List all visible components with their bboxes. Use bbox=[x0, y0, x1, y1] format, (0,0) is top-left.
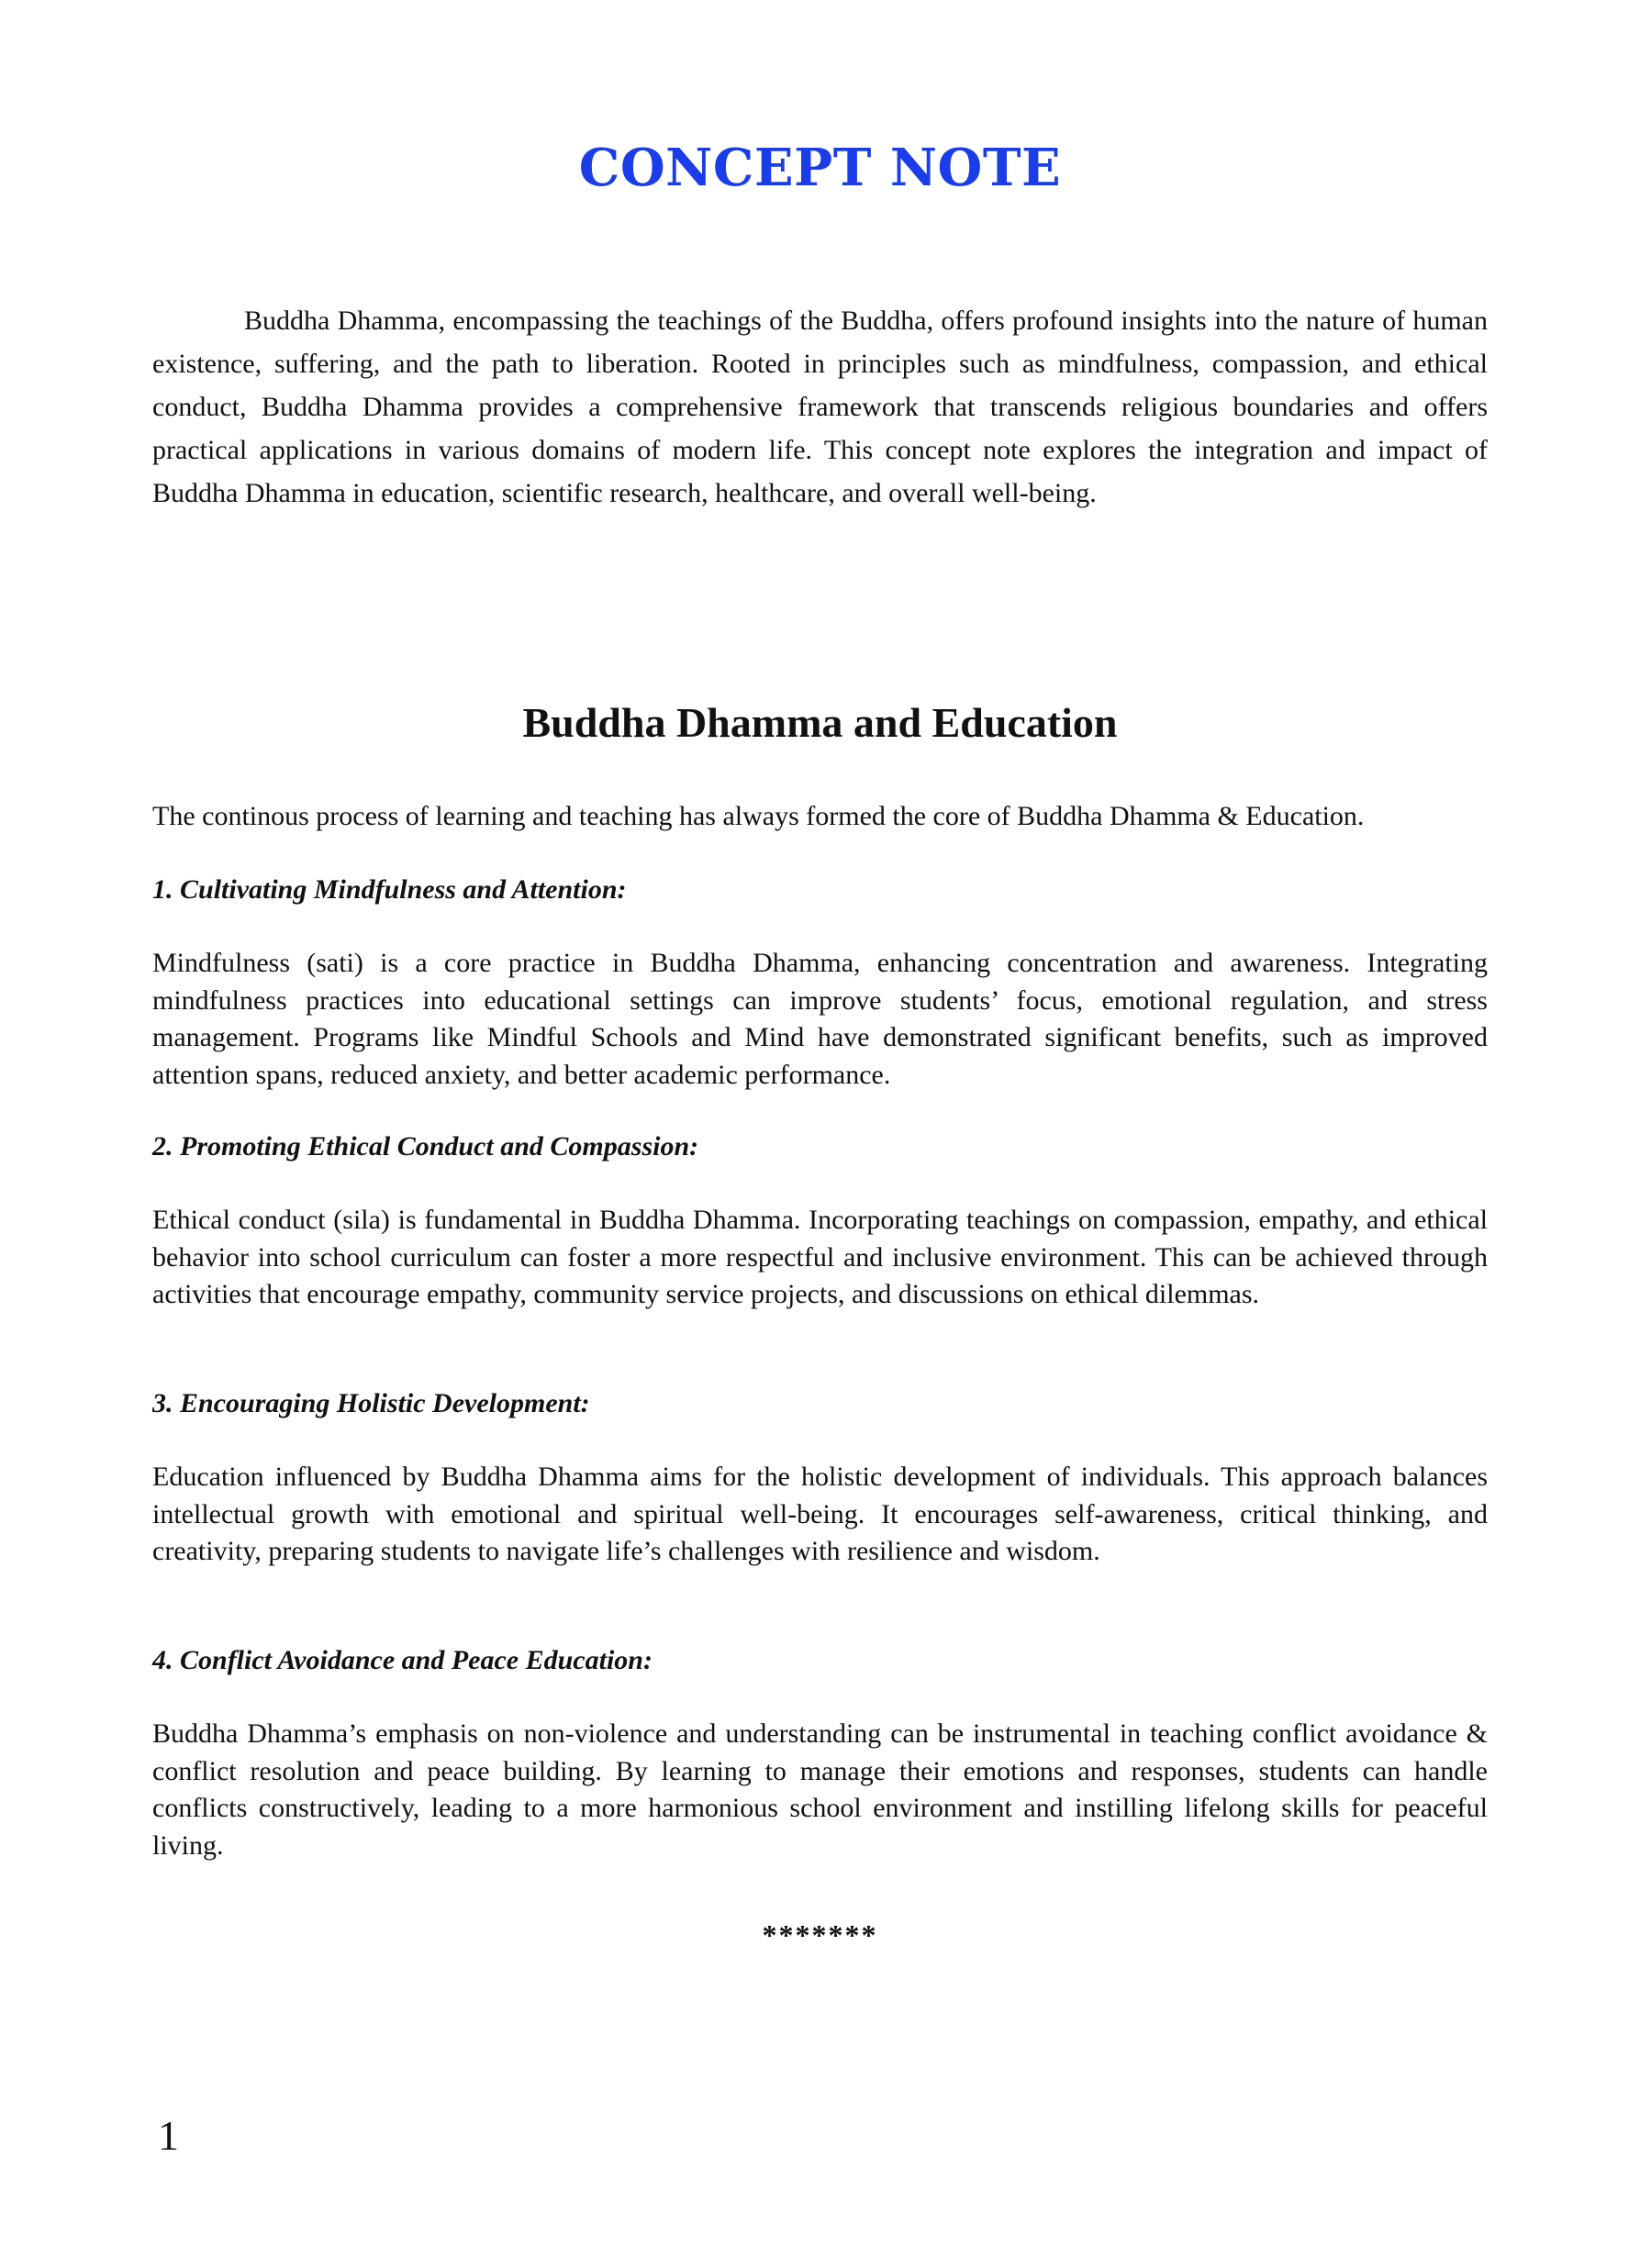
subsection-heading-ethical-conduct: 2. Promoting Ethical Conduct and Compassion: bbox=[152, 1131, 699, 1162]
subsection-heading-conflict-avoidance: 4. Conflict Avoidance and Peace Education: bbox=[152, 1645, 653, 1675]
subsection-heading-mindfulness: 1. Cultivating Mindfulness and Attention: bbox=[152, 874, 627, 905]
subsection-body-conflict-avoidance: Buddha Dhamma’s emphasis on non-violence and understanding can be instrumental in teaching conflict avoidance & conflict resolution and peace building. By learning to manage their emotions and responses, students can handle conflicts constructively, leading to a more harmonious school environment and instilling lifelong skills for peaceful living. bbox=[152, 1718, 1488, 1861]
subsection-body-holistic-development: Education influenced by Buddha Dhamma aims for the holistic development of individuals. This approach balances intellectual growth with emotional and spiritual well-being. It encourages self-awareness, critical thinking, and creativity, preparing students to navigate life’s challenges with resilience and wisdom. bbox=[152, 1462, 1488, 1566]
intro-paragraph: Buddha Dhamma, encompassing the teachings of the Buddha, offers profound insights into the nature of human existence, suffering, and the path to liberation. Rooted in principles such as mindfulness, compassion, and ethical conduct, Buddha Dhamma provides a comprehensive framework that transcends religious boundaries and offers practical applications in various domains of modern life. This concept note explores the integration and impact of Buddha Dhamma in education, scientific research, healthcare, and overall well-being. bbox=[152, 306, 1488, 508]
page-title: CONCEPT NOTE bbox=[578, 138, 1062, 198]
subsection-heading-holistic-development: 3. Encouraging Holistic Development: bbox=[152, 1388, 590, 1418]
subsection-body-mindfulness: Mindfulness (sati) is a core practice in Buddha Dhamma, enhancing concentration and awareness. Integrating mindfulness practices into educational settings can improve students’ focus, emotional regulation, and stress management. Programs like Mindful Schools and Mind have demonstrated significant benefits, such as improved attention spans, reduced anxiety, and better academic performance. bbox=[152, 948, 1488, 1090]
lead-paragraph: The continous process of learning and teaching has always formed the core of Buddha Dhamma & Education. bbox=[152, 801, 1365, 831]
section-heading: Buddha Dhamma and Education bbox=[522, 699, 1118, 746]
page-number: 1 bbox=[158, 2112, 179, 2159]
section-separator: ******* bbox=[762, 1918, 878, 1951]
subsection-body-ethical-conduct: Ethical conduct (sila) is fundamental in Buddha Dhamma. Incorporating teachings on compassion, empathy, and ethical behavior into school curriculum can foster a more respectful and inclusive environment. This can be achieved through activities that encourage empathy, community service projects, and discussions on ethical dilemmas. bbox=[152, 1205, 1488, 1309]
